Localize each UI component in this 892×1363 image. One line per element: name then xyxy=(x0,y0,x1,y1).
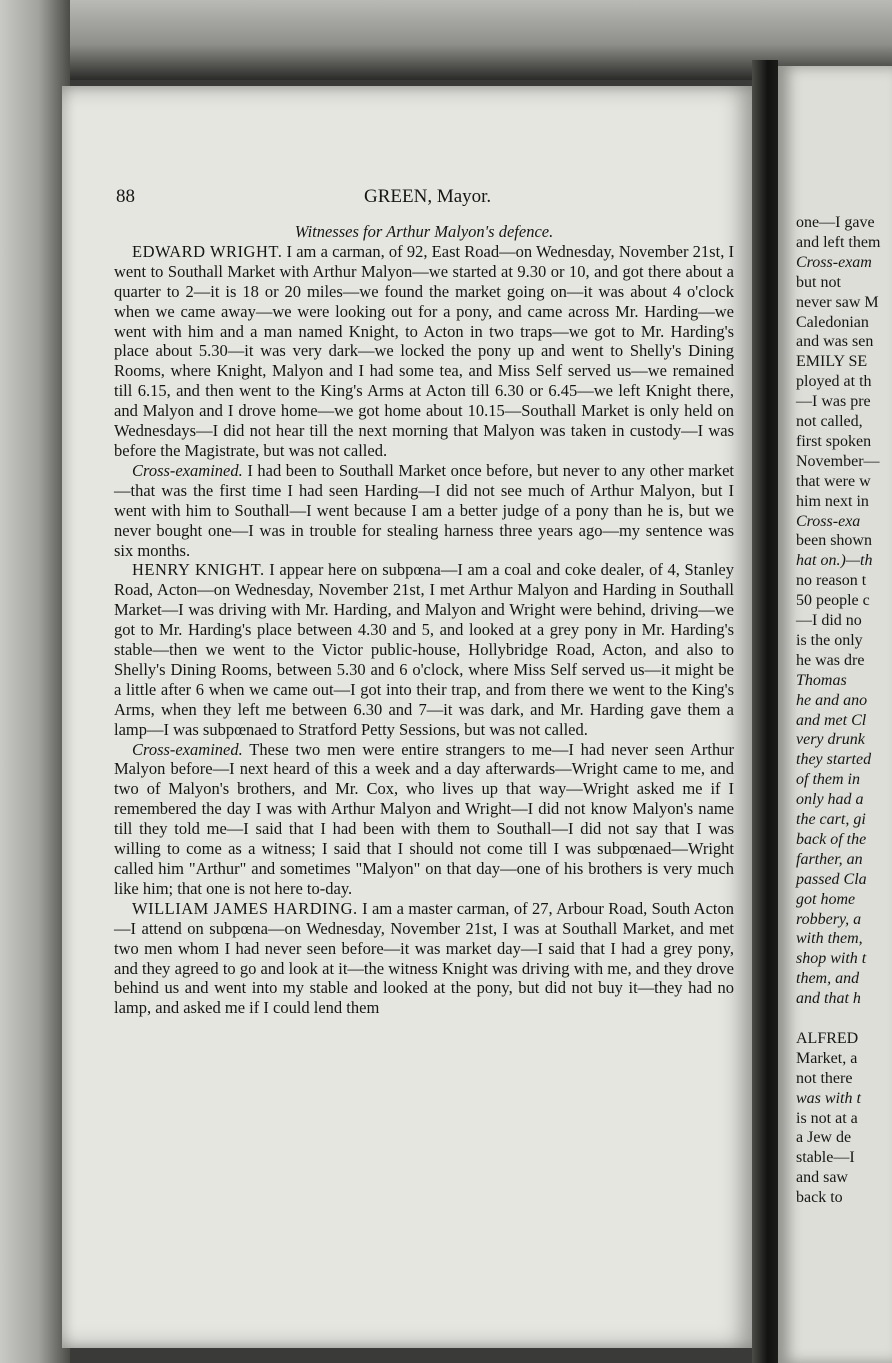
facing-page-line: got home xyxy=(796,890,856,908)
testimony-text: I appear here on subpœna—I am a coal and coke dealer, of 4, Stanley Road, Acton—on Wednesday, November 21st, I met Arthur Malyon and Harding in Southall Market—I was driving with Mr. Harding, and Malyon and Wright were behind, driving—we got to Mr. Harding's place between 4.30 and 5, and looked at a grey pony in Mr. Harding's stable—then we went to the Victor public-house, Hollybridge Road, Acton, and also to Shelly's Dining Rooms, between 5.30 and 6 o'clock, where Miss Self served us—it might be a little after 6 when we came out—I got into their trap, and from there we went to the King's Arms, when they left me between 6.30 and 7—it was dark, and Mr. Harding gave them a lamp—I was subpœnaed to Stratford Petty Sessions, but was not called. xyxy=(114,560,734,739)
facing-page-line: first spoken xyxy=(796,432,872,450)
body-text xyxy=(114,222,734,1018)
witness-name: EDWARD WRIGHT. xyxy=(132,241,283,261)
book-page-right-partial xyxy=(778,66,892,1363)
facing-page-line: very drunk xyxy=(796,731,865,749)
testimony-paragraph xyxy=(114,242,734,461)
scan-background-left xyxy=(0,0,70,1363)
testimony-paragraph xyxy=(114,461,734,561)
testimony-text: I am a carman, of 92, East Road—on Wednesday, November 21st, I went to Southall Market with Arthur Malyon—we started at 9.30 or 10, and got there about a quarter to 2—it is 18 or 20 miles—we found the market going on—it was about 4 o'clock when we came away—we were looking out for a pony, and came across Mr. Harding—we went with him and a man named Knight, to Acton in two traps—we got to Mr. Harding's place about 5.30—it was very dark—we locked the pony up and went to Shelly's Dining Rooms, where Knight, Malyon and I had some tea, and Miss Self served us—we remained till 6.15, and then went to the King's Arms at Acton till 6.30 or 6.45—we left Knight there, and Malyon and I drove home—we got home about 10.15—Southall Market is only held on Wednesdays—I did not hear till the next morning that Malyon was taken in custody—I was before the Magistrate, but was not called. xyxy=(114,241,734,460)
testimony-paragraph xyxy=(114,899,734,1018)
facing-page-line: them, and xyxy=(796,970,860,988)
facing-page-line: robbery, a xyxy=(796,910,862,928)
testimony-text: I am a master carman, of 27, Arbour Road, South Acton—I attend on subpœna—on Wednesday, November 21st, I was at Southall Market, and met two men whom I had never seen before—it was market day—I said that I had a grey pony, and they agreed to go and look at it—the witness Knight was driving with me, and they drove behind us and went into my stable and looked at the pony, but did not buy it—they had no lamp, and asked me if I could lend them xyxy=(114,898,735,1018)
facing-page-line: and that h xyxy=(796,990,861,1008)
facing-page-line: only had a xyxy=(796,791,864,809)
facing-page-line: November— xyxy=(796,452,880,470)
facing-page-line: ployed at th xyxy=(796,373,872,391)
cross-examined-label: Cross-examined. xyxy=(132,739,243,759)
facing-page-line: never saw M xyxy=(796,293,879,311)
facing-page-line: that were w xyxy=(796,472,871,490)
facing-page-line: back of the xyxy=(796,830,867,848)
running-head: GREEN, Mayor. xyxy=(364,186,492,207)
cross-examined-label: Cross-examined. xyxy=(132,460,243,480)
book-spine-gutter xyxy=(752,60,778,1363)
facing-page-line: back to xyxy=(796,1189,843,1207)
facing-page-line: —I was pre xyxy=(796,393,871,411)
testimony-paragraph xyxy=(114,560,734,739)
facing-page-line: and was sen xyxy=(796,333,874,351)
facing-page-line: farther, an xyxy=(796,850,863,868)
facing-page-line: but not xyxy=(796,273,841,291)
facing-page-line: —I did no xyxy=(796,612,862,629)
facing-page-line: he and ano xyxy=(796,691,868,709)
facing-page-line: and met Cl xyxy=(796,711,867,729)
facing-page-line: EMILY SE xyxy=(796,353,868,371)
facing-page-line: the cart, gi xyxy=(796,811,866,828)
facing-page-line: of them in xyxy=(796,771,860,789)
book-page-left xyxy=(62,86,756,1348)
facing-page-line: a Jew de xyxy=(796,1129,852,1147)
facing-page-line: ALFRED xyxy=(796,1029,859,1047)
witness-name: HENRY KNIGHT. xyxy=(132,560,265,580)
facing-page-line: was with t xyxy=(796,1089,861,1107)
facing-page-line: been shown xyxy=(796,532,872,550)
facing-page-line: 50 people c xyxy=(796,592,870,610)
facing-page-line: and saw xyxy=(796,1169,848,1187)
section-heading: Witnesses for Arthur Malyon's defence. xyxy=(294,222,554,241)
facing-page-line: with them, xyxy=(796,930,863,948)
facing-page-line: him next in xyxy=(796,492,869,510)
facing-page-line: not there xyxy=(796,1069,853,1087)
facing-page-line: they started xyxy=(796,751,872,769)
facing-page-line: stable—I xyxy=(796,1149,855,1167)
facing-page-line: and left them xyxy=(796,233,881,251)
witness-name: WILLIAM JAMES HARDING. xyxy=(132,898,358,918)
facing-page-line: shop with t xyxy=(796,950,867,968)
facing-page-line: is not at a xyxy=(796,1109,858,1127)
testimony-text: These two men were entire strangers to me—I had never seen Arthur Malyon before—I next heard of this a week and a day afterwards—Wright came to me, and two of Malyon's brothers, and Mr. Cox, who lives up that way—Wright asked me if I remembered the day I was with Arthur Malyon and Wright—I did not know Malyon's name till they told me—I said that I had been with them to Southall—I did not say that I was willing to come as a witness; I said that I should not come till I was subpœnaed—Wright called him "Arthur" and sometimes "Malyon" on that day—one of his brothers is very much like him; that one is not here to-day. xyxy=(114,739,735,898)
page-header xyxy=(116,186,546,210)
facing-page-line: not called, xyxy=(796,413,863,430)
facing-page-line: is the only xyxy=(796,631,863,649)
facing-page-line: he was dre xyxy=(796,651,865,669)
page-number: 88 xyxy=(116,186,135,207)
testimony-text: I had been to Southall Market once before, but never to any other market—that was the first time I had seen Harding—I did not see much of Arthur Malyon, but I went with him to Southall—I went because I am a better judge of a pony than he is, but we never bought one—I was in trouble for stealing harness three years ago—my sentence was six months. xyxy=(114,460,735,560)
facing-page-line: Cross-exa xyxy=(796,512,861,530)
facing-page-line: hat on.)—th xyxy=(796,552,873,570)
facing-page-line: no reason t xyxy=(796,572,867,590)
facing-page-line: Thomas xyxy=(796,671,847,689)
facing-page-line: passed Cla xyxy=(796,870,867,888)
testimony-paragraph xyxy=(114,740,734,899)
facing-page-line: Caledonian xyxy=(796,313,869,331)
facing-page-line: one—I gave xyxy=(796,214,875,231)
facing-page-line: Market, a xyxy=(796,1049,858,1067)
facing-page-line: Cross-exam xyxy=(796,253,872,271)
